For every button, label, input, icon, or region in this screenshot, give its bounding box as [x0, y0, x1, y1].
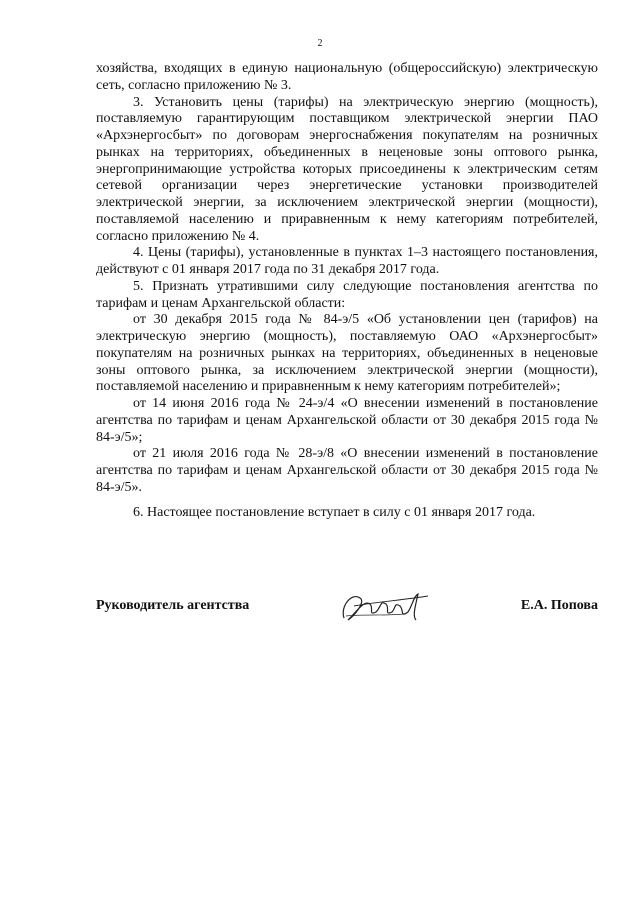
signatory-position: Руководитель агентства [96, 598, 250, 613]
handwritten-signature [334, 586, 434, 628]
document-body [96, 61, 598, 521]
paragraph-item-5: 5. Признать утратившими силу следующие постановления агентства по тарифам и ценам Архангельской области: [96, 278, 598, 311]
page-number: 2 [317, 38, 323, 49]
repealed-resolution-24: от 14 июня 2016 года № 24-э/4 «О внесении изменений в постановление агентства по тарифам и ценам Архангельской области от 30 декабря 2015 года № 84-э/5»; [96, 396, 598, 445]
repealed-resolution-84: от 30 декабря 2015 года № 84-э/5 «Об установлении цен (тарифов) на электрическую энергию (мощность), поставляемую ОАО «Архэнергосбыт» покупателям на розничных рынках на территориях, объединенных в неценовые зоны оптового рынка, за исключением электрической энергии (мощности), поставляемой населению и приравненным к нему категориям потребителей»; [96, 312, 598, 395]
paragraph-item-3: 3. Установить цены (тарифы) на электрическую энергию (мощность), поставляемую гарантирующим поставщиком электрической энергии ПАО «Архэнергосбыт» по договорам энергоснабжения покупателям на розничных рынках на территориях, объединенных в неценовые зоны оптового рынка, энергопринимающие устройства которых присоединены к электрическим сетям сетевой организации через энергетические установки производителей электрической энергии, за исключением электрической энергии (мощности), поставляемой населению и приравненным к нему категориям потребителей, согласно приложению № 4. [96, 94, 598, 244]
paragraph-continuation: хозяйства, входящих в единую национальную (общероссийскую) электрическую сеть, согласно приложению № 3. [96, 61, 598, 93]
repealed-resolution-28: от 21 июля 2016 года № 28-э/8 «О внесении изменений в постановление агентства по тарифам и ценам Архангельской области от 30 декабря 2015 года № 84-э/5». [96, 446, 598, 495]
paragraph-item-6: 6. Настоящее постановление вступает в силу с 01 января 2017 года. [133, 504, 536, 520]
paragraph-item-4: 4. Цены (тарифы), установленные в пунктах 1–3 настоящего постановления, действуют с 01 января 2017 года по 31 декабря 2017 года. [96, 245, 598, 277]
signatory-name: Е.А. Попова [520, 598, 598, 613]
signature-block [96, 598, 598, 638]
